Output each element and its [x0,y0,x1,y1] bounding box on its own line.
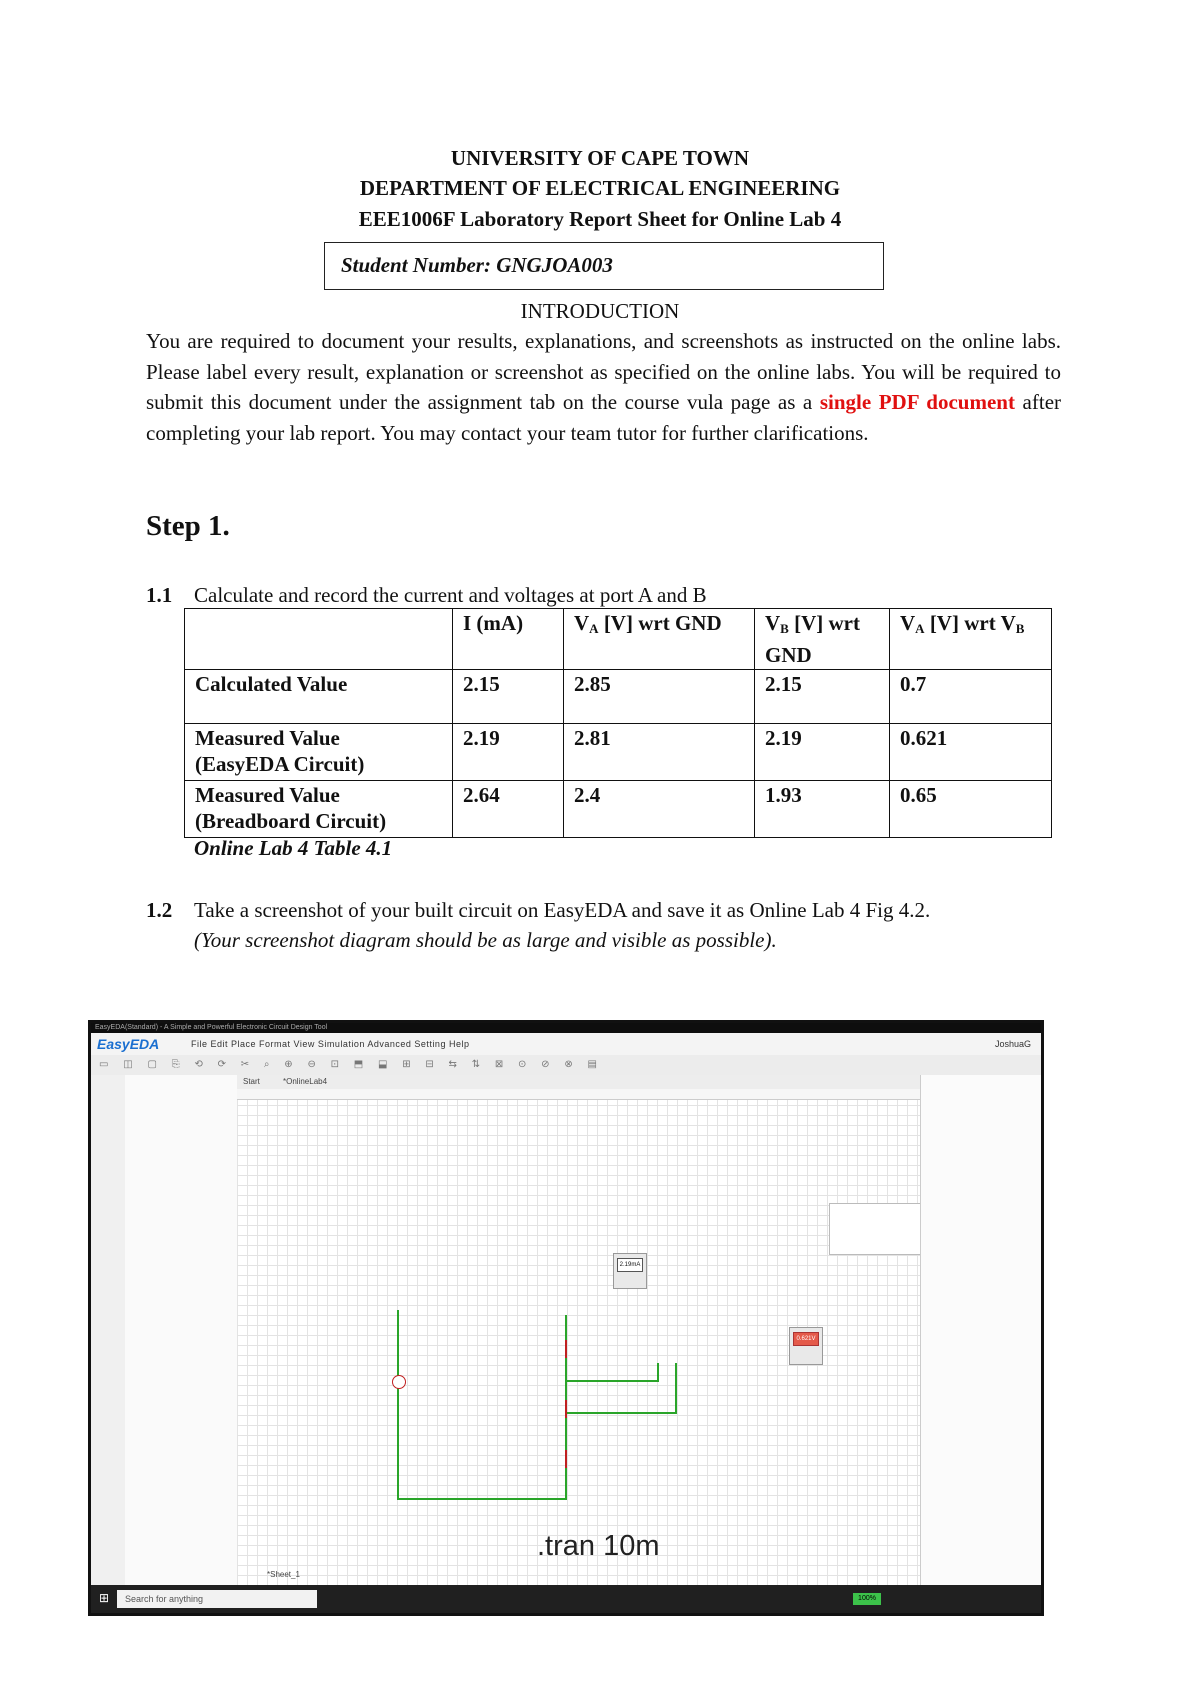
table-row [185,724,1052,781]
cell-vb-gnd: 2.19 [755,724,890,781]
taskbar-search: Search for anything [117,1590,317,1608]
toolbar: ▭ ◫ ▢ ⎘ ⟲ ⟳ ✂ ⌕ ⊕ ⊖ ⊡ ⬒ ⬓ ⊞ ⊟ ⇆ ⇅ ⊠ ⊙ ⊘ ⊗ ▤ [91,1055,1041,1076]
department-name: DEPARTMENT OF ELECTRICAL ENGINEERING [359,176,841,200]
table-row [185,781,1052,838]
row-label-line1: Measured Value [195,783,340,807]
cell-va-gnd: 2.4 [564,781,755,838]
schematic-canvas [237,1075,921,1585]
report-title: EEE1006F Laboratory Report Sheet for Online Lab 4 [358,207,842,231]
question-text: Take a screenshot of your built circuit on EasyEDA and save it as Online Lab 4 Fig 4.2. [194,898,931,922]
left-rail [91,1075,126,1585]
wire [397,1310,399,1500]
university-name: UNIVERSITY OF CAPE TOWN [450,146,750,170]
table-header-vb-gnd: $V_B$ [V] wrt GND [755,609,890,670]
table-header-va-gnd: $V_A$ [V] wrt GND [564,609,755,670]
table-caption: Online Lab 4 Table 4.1 [194,836,393,860]
menu-items: File Edit Place Format View Simulation Advanced Setting Help [191,1039,470,1049]
step-heading: Step 1. [146,510,230,542]
window-titlebar: EasyEDA(Standard) - A Simple and Powerful Electronic Circuit Design Tool [91,1023,1041,1033]
windows-start-icon: ⊞ [99,1591,110,1605]
table-header-va-vb: $V_A$ [V] wrt $V_B$ [890,609,1052,670]
question-1-1 [146,583,707,608]
wire [567,1380,659,1382]
table-header-row [185,609,1052,670]
cell-current: 2.19 [453,724,564,781]
windows-taskbar [91,1585,1041,1613]
document-tabs [237,1075,921,1090]
diode [565,1400,575,1418]
student-number: Student Number: GNGJOA003 [341,253,613,277]
cell-va-vb: 0.621 [890,724,1052,781]
intro-text-before: You are required to document your results, explanations, and screenshots as instructed on the online labs. Please label every result, explanation or screenshot as specified on the online labs. You will be required to submit this document under the assignment tab on the course vula page as a [146,329,1061,414]
question-number: 1.1 [146,583,173,607]
row-label: Calculated Value [185,670,453,724]
cell-vb-gnd: 1.93 [755,781,890,838]
component-library [125,1075,238,1585]
easyeda-screenshot [88,1020,1044,1616]
menu-bar [91,1033,1041,1055]
wire [397,1498,567,1500]
row-label-line2: (Breadboard Circuit) [195,809,387,833]
results-table [184,608,1052,838]
cell-current: 2.15 [453,670,564,724]
resistor [565,1450,575,1468]
sheet-tab: *Sheet_1 [267,1570,300,1579]
table-row [185,670,1052,724]
question-number: 1.2 [146,898,173,922]
question-1-2 [146,898,931,923]
row-label-line2: (EasyEDA Circuit) [195,752,365,776]
cell-vb-gnd: 2.15 [755,670,890,724]
table-header-current: I (mA) [453,609,564,670]
voltmeter-reading: 0.621V [793,1332,819,1346]
screenshot-note: (Your screenshot diagram should be as large and visible as possible). [194,928,777,952]
easyeda-logo: EasyEDA [97,1036,160,1052]
user-name: JoshuaG [994,1039,1031,1049]
tab-document: *OnlineLab4 [283,1077,328,1086]
wire [567,1412,677,1414]
cell-va-vb: 0.65 [890,781,1052,838]
introduction-heading: INTRODUCTION [520,299,680,323]
wire [675,1363,677,1414]
row-label [185,781,453,838]
intro-highlight: single PDF document [819,390,1015,414]
cell-current: 2.64 [453,781,564,838]
properties-panel [920,1075,1041,1585]
question-text: Calculate and record the current and voltages at port A and B [194,583,707,607]
cell-va-gnd: 2.85 [564,670,755,724]
tab-start: Start [243,1077,260,1086]
introduction-paragraph [146,326,1061,448]
table-header-empty [185,609,453,670]
row-label [185,724,453,781]
ammeter [613,1253,647,1289]
voltmeter [789,1327,823,1365]
cell-va-vb: 0.7 [890,670,1052,724]
intro-text-after: after completing your lab report. You may contact your team tutor for further clarifications. [146,390,1062,445]
ammeter-reading: 2.19mA [617,1258,643,1272]
cell-va-gnd: 2.81 [564,724,755,781]
voltage-source [392,1375,406,1389]
wire [657,1363,659,1382]
battery-indicator: 100% [853,1593,881,1605]
simulation-directive: .tran 10m [537,1530,660,1562]
ruler [237,1089,921,1100]
student-number-box [324,242,884,290]
row-label-line1: Measured Value [195,726,340,750]
resistor [565,1340,575,1358]
